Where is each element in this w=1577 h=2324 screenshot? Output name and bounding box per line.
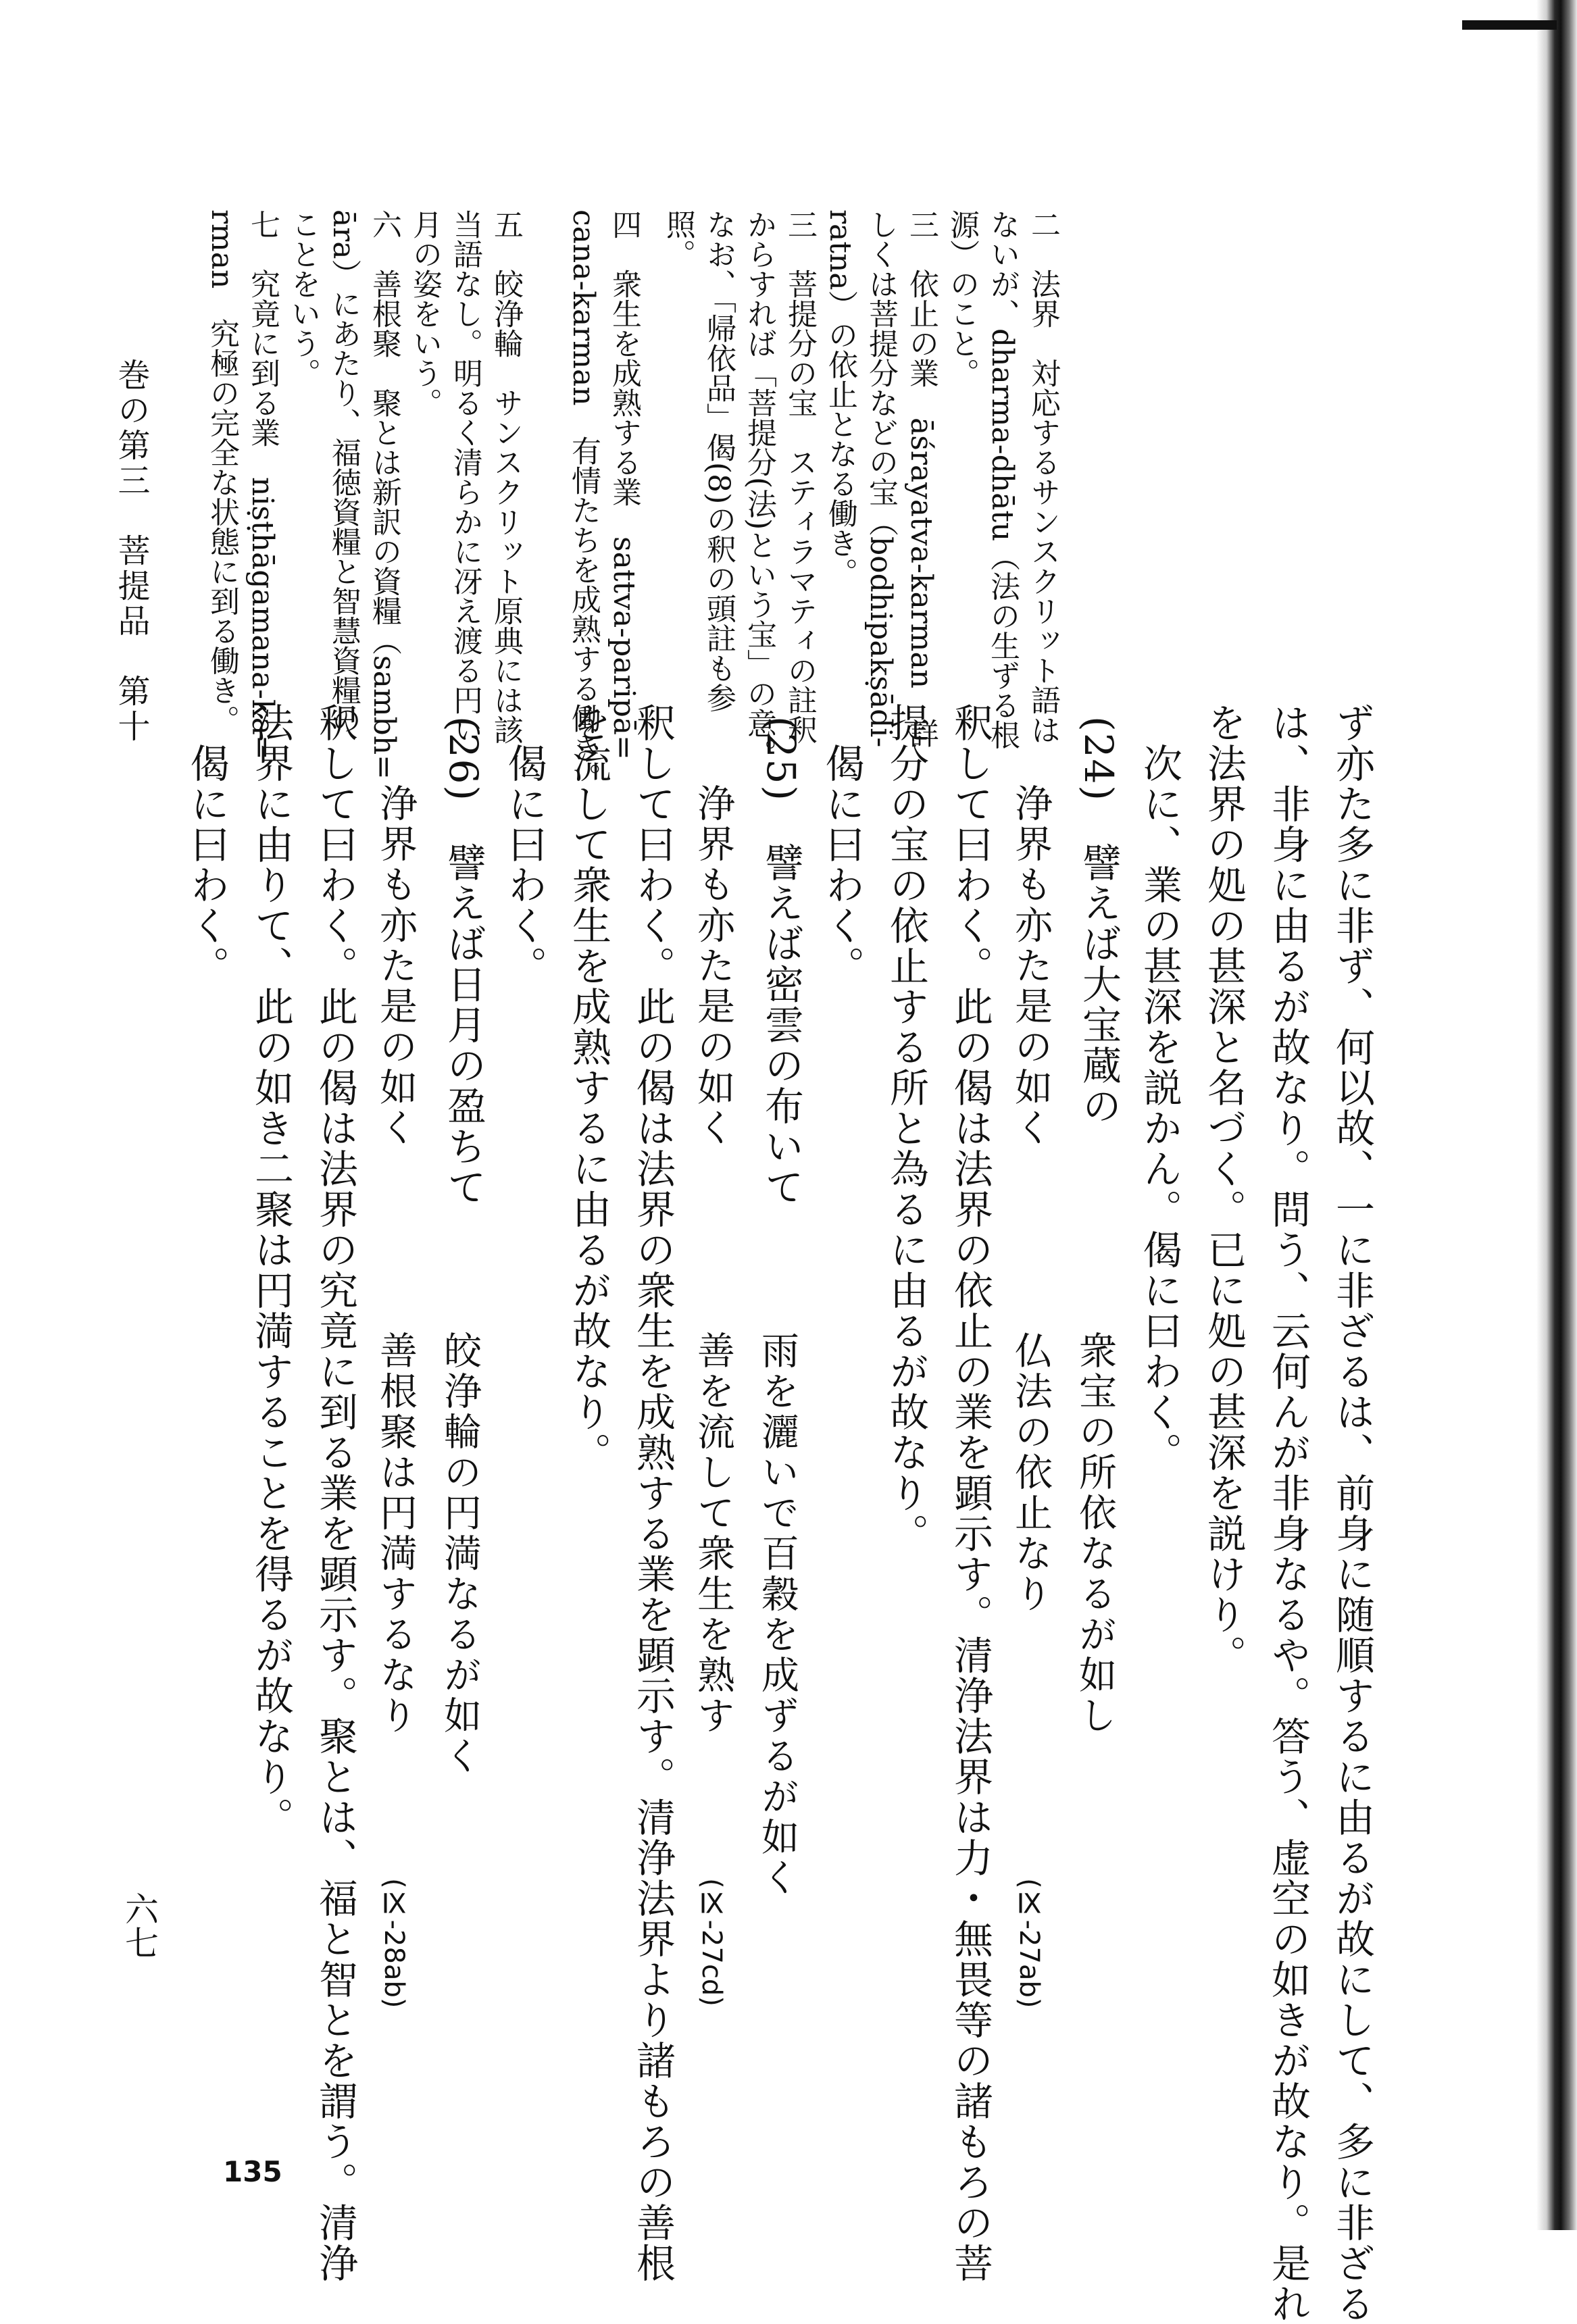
verse-line: 皎浄輪の円満なるが如く	[438, 1331, 482, 1777]
body-line: 次に、業の甚深を説かん。偈に曰わく。	[1136, 743, 1182, 1473]
note-line: ないが、dharma-dhātu（法の生ずる根	[985, 209, 1020, 750]
note-line: 七 究竟に到る業 niṣṭhāgamana-ka=	[245, 209, 280, 760]
verse-line: 衆宝の所依なるが如し	[1073, 1331, 1117, 1736]
note-line: 照。	[661, 209, 695, 269]
body-line: 釈して曰わく。此の偈は法界の衆生を成熟する業を顕示す。清浄法界より諸もろの善根	[630, 703, 676, 2283]
note-line: 源）のこと。	[945, 209, 979, 388]
verse-line: 浄界も亦た是の如く	[1009, 784, 1053, 1148]
verse-reference: (Ⅸ-27ab)	[1013, 1878, 1045, 2009]
body-line: (26) 譬えば日月の盈ちて	[441, 716, 486, 1208]
note-line: 六 善根聚 聚とは新訳の資糧（sambh=	[367, 209, 401, 780]
verse-line: 仏法の依止なり	[1009, 1331, 1053, 1615]
verse-line: 善を流して衆生を熟す	[691, 1331, 735, 1736]
note-line: 三 菩提分の宝 スティラマティの註釈	[782, 209, 817, 744]
verse-line: 浄界も亦た是の如く	[374, 784, 418, 1148]
body-line: を流して衆生を成熟するに由るが故なり。	[566, 703, 611, 1473]
page-number-kanji: 六七	[120, 1892, 159, 1959]
verse-reference: (Ⅸ-27cd)	[696, 1878, 727, 2006]
note-line: しくは菩提分などの宝（bodhipakṣādi-	[863, 209, 898, 748]
verse-line: 雨を灑いで百穀を成ずるが如く	[755, 1331, 799, 1898]
note-line: 四 衆生を成熟する業 sattva-paripā=	[607, 209, 641, 760]
body-line: (24) 譬えば大宝蔵の	[1076, 716, 1122, 1127]
verse-line: 浄界も亦た是の如く	[691, 784, 735, 1148]
body-line: 偈に曰わく。	[184, 743, 230, 986]
body-line: 提分の宝の依止する所と為るに由るが故なり。	[883, 703, 929, 1554]
body-line: を法界の処の甚深と名づく。已に処の甚深を説けり。	[1201, 703, 1247, 1675]
note-line: なお、「帰依品」偈(8)の釈の頭註も参	[701, 209, 736, 713]
note-line: 二 法界 対応するサンスクリット語は	[1026, 209, 1060, 744]
body-line: 偈に曰わく。	[819, 743, 865, 986]
verse-line: 善根聚は円満するなり	[374, 1331, 418, 1736]
note-line: āra）にあたり、福徳資糧と智慧資糧の	[326, 209, 361, 735]
scan-spine-mark	[1462, 20, 1557, 30]
page-number: 135	[223, 2155, 282, 2188]
body-line: (25) 譬えば密雲の布いて	[758, 716, 804, 1208]
note-line: rman 究極の完全な状態に到る働き。	[205, 209, 239, 735]
body-line: 偈に曰わく。	[501, 743, 547, 986]
body-line: 法界に由りて、此の如き二聚は円満することを得るが故なり。	[248, 703, 294, 1838]
verse-reference: (Ⅸ-28ab)	[378, 1878, 409, 2009]
body-line: 釈して曰わく。此の偈は法界の究竟に到る業を顕示す。聚とは、福と智とを謂う。清浄	[312, 703, 358, 2283]
body-line: ず亦た多に非ず、何以故、一に非ざるは、前身に随順するに由るが故にして、多に非ざる	[1329, 703, 1375, 2324]
note-line: 当語なし。明るく清らかに冴え渡る円い	[448, 209, 482, 744]
note-line: からすれば「菩提分(法)という宝」の意。	[742, 209, 776, 768]
scan-spine-edge	[1536, 0, 1577, 2230]
note-line: 三 依止の業 āśrayatva-karman 詳	[904, 209, 938, 749]
note-line: 月の姿をいう。	[407, 209, 442, 418]
note-line: ratna）の依止となる働き。	[823, 209, 857, 588]
note-line: ことをいう。	[286, 209, 320, 388]
body-line: 釈して曰わく。此の偈は法界の依止の業を顕示す。清浄法界は力・無畏等の諸もろの菩	[947, 703, 993, 2283]
body-line: は、非身に由るが故なり。問う、云何んが非身なるや。答う、虚空の如きが故なり。是れ	[1265, 703, 1311, 2324]
running-header: 巻の第三 菩提品 第十	[112, 358, 150, 744]
note-line: 五 皎浄輪 サンスクリット原典には該	[489, 209, 523, 744]
note-line: cana-karman 有情たちを成熟する働き。	[566, 209, 601, 792]
